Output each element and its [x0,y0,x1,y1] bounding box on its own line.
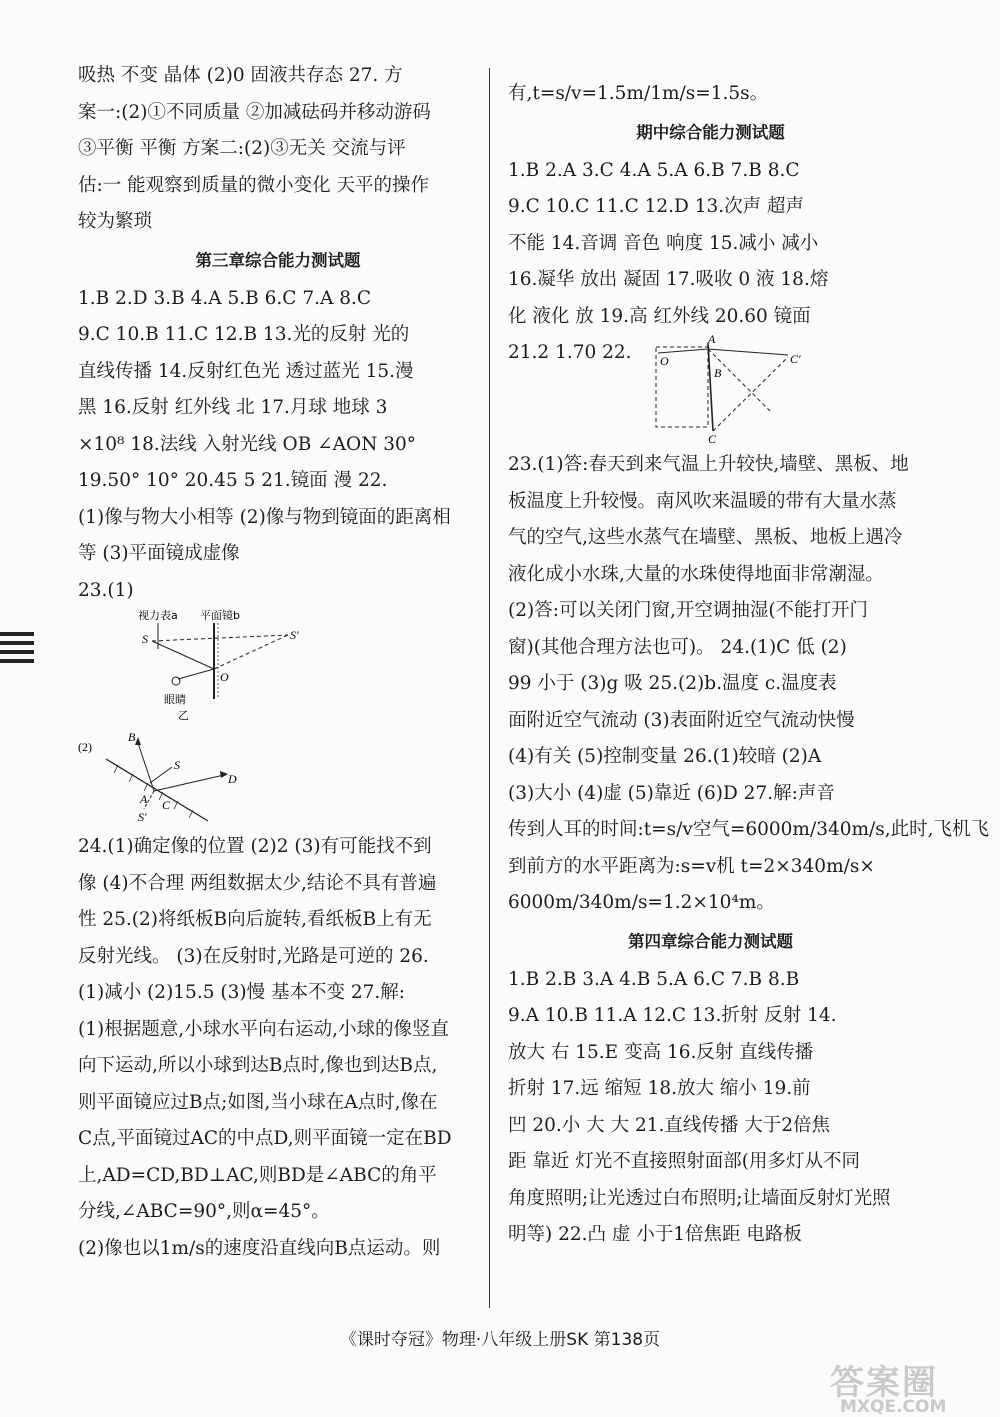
text-line: 9.C 10.C 11.C 12.D 13.次声 超声 [508,196,805,217]
formula-line: 有,t=s/v=1.5m/1m/s=1.5s。 [508,83,769,104]
fig2-label-B: B [128,730,136,744]
text-line: 99 小于 (3)g 吸 25.(2)b.温度 c.温度表 [508,673,837,694]
text-line: 估:一 能观察到质量的微小变化 天平的操作 [78,174,429,196]
ray-dashed-2 [713,357,788,431]
watermark-logo [830,1355,995,1415]
object-image-line [152,635,288,641]
fig3-label-C-prime: C′ [790,352,801,366]
text-line: C点,平面镜过AC的中点D,则平面镜一定在BD [78,1128,452,1149]
mirror-eye-chart-diagram [78,609,478,721]
binding-marks [0,632,34,684]
text-line: 角度照明;让光透过白布照明;让墙面反射灯光照 [508,1187,891,1209]
ray-reflected [178,669,214,679]
text-line: (1)减小 (2)15.5 (3)慢 基本不变 27.解: [78,982,405,1003]
text-line: 1.B 2.D 3.B 4.A 5.B 6.C 7.A 8.C [78,287,372,309]
text-line: 21.2 1.70 22. [508,342,632,363]
text-line: 24.(1)确定像的位置 (2)2 (3)有可能找不到 [78,836,432,857]
fig2-label-A: A [140,792,148,806]
formula-line: 传到人耳的时间:t=s/v空气=6000m/340m/s,此时,飞机飞 [508,819,990,840]
midterm-answers [508,153,913,336]
fig3-label-O: O [660,354,669,368]
text-line: (1)根据题意,小球水平向右运动,小球的像竖直 [78,1018,449,1040]
text-line: 液化成小水珠,大量的水珠使得地面非常潮湿。 [508,563,884,585]
text-line: 23.(1) [78,579,134,601]
text-line: 不能 14.音调 音色 响度 15.减小 减小 [508,232,819,254]
fig2-label-C: C [162,798,171,812]
text-line: ×10⁸ 18.法线 入射光线 OB ∠AON 30° [78,433,417,455]
text-line: 板温度上升较慢。南风吹来温暖的带有大量水蒸 [508,490,897,512]
ray-O-A [658,349,708,353]
label-mirror: 平面镜b [200,609,240,622]
ray-incident [152,641,214,669]
watermark-text: 答案圈 [830,1363,938,1403]
text-line: 距 靠近 灯光不直接照射面部(用多灯从不同 [508,1151,860,1172]
text-line: 1.B 2.A 3.C 4.A 5.A 6.B 7.B 8.C [508,159,800,181]
text-line: 上,AD=CD,BD⊥AC,则BD是∠ABC的角平 [78,1164,437,1186]
figure-caption: 乙 [178,709,189,721]
text-line: 折射 17.远 缩短 18.放大 缩小 19.前 [508,1078,811,1099]
section-heading-midterm: 期中综合能力测试题 [636,122,785,142]
formula-line: 到前方的水平距离为:s=v机 t=2×340m/s× [508,855,875,877]
fig2-label-S-prime: S′ [138,810,147,824]
ray-dashed-1 [708,349,770,411]
text-line: (1)像与物大小相等 (2)像与物到镜面的距离相 [78,506,451,528]
text-line: 则平面镜应过B点;如图,当小球在A点时,像在 [78,1091,438,1113]
midterm-answers-continued [508,447,990,922]
fig3-label-A: A [708,335,716,346]
text-line: 反射光线。 (3)在反射时,光路是可逆的 26. [78,945,429,967]
right-column [508,76,990,1254]
text-line: 23.(1)答:春天到来气温上升较快,墙壁、黑板、地 [508,454,909,475]
text-line: 向下运动,所以小球到达B点时,像也到达B点, [78,1055,438,1076]
text-line: 9.A 10.B 11.A 12.C 13.折射 反射 14. [508,1005,837,1026]
arrow-B-icon [135,737,141,745]
text-line: 1.B 2.B 3.A 4.B 5.A 6.C 7.B 8.B [508,968,800,990]
text-line: 明等) 22.凸 虚 小于1倍焦距 电路板 [508,1224,802,1245]
figure-reflection-2 [78,721,478,829]
text-line: 16.凝华 放出 凝固 17.吸收 0 液 18.熔 [508,269,829,290]
label-eye-chart: 视力表a [138,609,178,622]
left-column [78,58,478,1267]
text-line: ③平衡 平衡 方案二:(2)③无关 交流与评 [78,138,406,159]
left-top-block [78,58,478,241]
text-line: 案一:(2)①不同质量 ②加减砝码并移动游码 [78,101,431,123]
text-line: 面附近空气流动 (3)表面附近空气流动快慢 [508,709,855,731]
label-S: S [142,632,148,646]
formula-line: 6000m/340m/s=1.2×10⁴m。 [508,892,775,913]
text-line: (2)像也以1m/s的速度沿直线向B点运动。则 [78,1237,441,1259]
ray-to-D [154,775,224,791]
text-line: 吸热 不变 晶体 (2)0 固液共存态 27. 方 [78,65,403,86]
fig3-label-C: C [708,432,717,446]
left-bottom-block [78,829,478,1267]
eye-icon [172,677,180,685]
section-heading-ch3: 第三章综合能力测试题 [195,250,361,270]
ray-A-C-prime [708,349,788,355]
section-heading-ch4: 第四章综合能力测试题 [628,931,793,951]
label-O: O [220,670,229,684]
ray-S [150,767,172,783]
reflection-diagram [78,721,478,829]
label-eye: 眼睛 [164,693,186,706]
text-line: 凹 20.小 大 大 21.直线传播 大于2倍焦 [508,1114,831,1136]
text-line: 分线,∠ABC=90°,则α=45°。 [78,1201,330,1222]
label-S-prime: S′ [290,628,299,642]
fig3-label-B: B [714,366,722,380]
text-line: 直线传播 14.反射红色光 透过蓝光 15.漫 [78,360,414,382]
text-line: 等 (3)平面镜成虚像 [78,543,240,564]
ch3-answers [78,281,478,610]
text-line: (3)大小 (4)虚 (5)靠近 (6)D 27.解:声音 [508,782,835,804]
figure-mirror-eye-chart [78,609,478,721]
mirror-path-diagram [508,335,913,447]
text-line: 性 25.(2)将纸板B向后旋转,看纸板B上有无 [78,909,432,930]
fig2-prefix: (2) [78,740,92,754]
ch4-answers [508,962,913,1254]
watermark-url: MXQE.COM [840,1397,947,1417]
text-line: (4)有关 (5)控制变量 26.(1)较暗 (2)A [508,746,822,767]
ray-virtual [214,635,288,669]
page-footer: 《课时夺冠》物理·八年级上册SK 第138页 [339,1330,661,1350]
text-line: 化 液化 放 19.高 红外线 20.60 镜面 [508,305,811,327]
text-line: (2)答:可以关闭门窗,开空调抽湿(不能打开门 [508,600,869,621]
text-line: 黑 16.反射 红外线 北 17.月球 地球 3 [78,397,388,418]
text-line: 像 (4)不合理 两组数据太少,结论不具有普遍 [78,872,437,894]
figure-mirror-path [508,335,913,447]
mirror-AC [708,343,713,431]
text-line: 9.C 10.B 11.C 12.B 13.光的反射 光的 [78,324,410,345]
text-line: 较为繁琐 [78,211,153,232]
column-divider [489,68,490,1308]
fig2-label-D: D [228,772,237,786]
arrow-D-icon [220,771,228,778]
text-line: 19.50° 10° 20.45 5 21.镜面 漫 22. [78,470,388,491]
text-line: 窗)(其他合理方法也可)。 24.(1)C 低 (2) [508,636,847,658]
fig2-label-S: S [174,758,180,772]
text-line: 放大 右 15.E 变高 16.反射 直线传播 [508,1041,814,1063]
text-line: 气的空气,这些水蒸气在墙壁、黑板、地板上遇冷 [508,527,903,548]
